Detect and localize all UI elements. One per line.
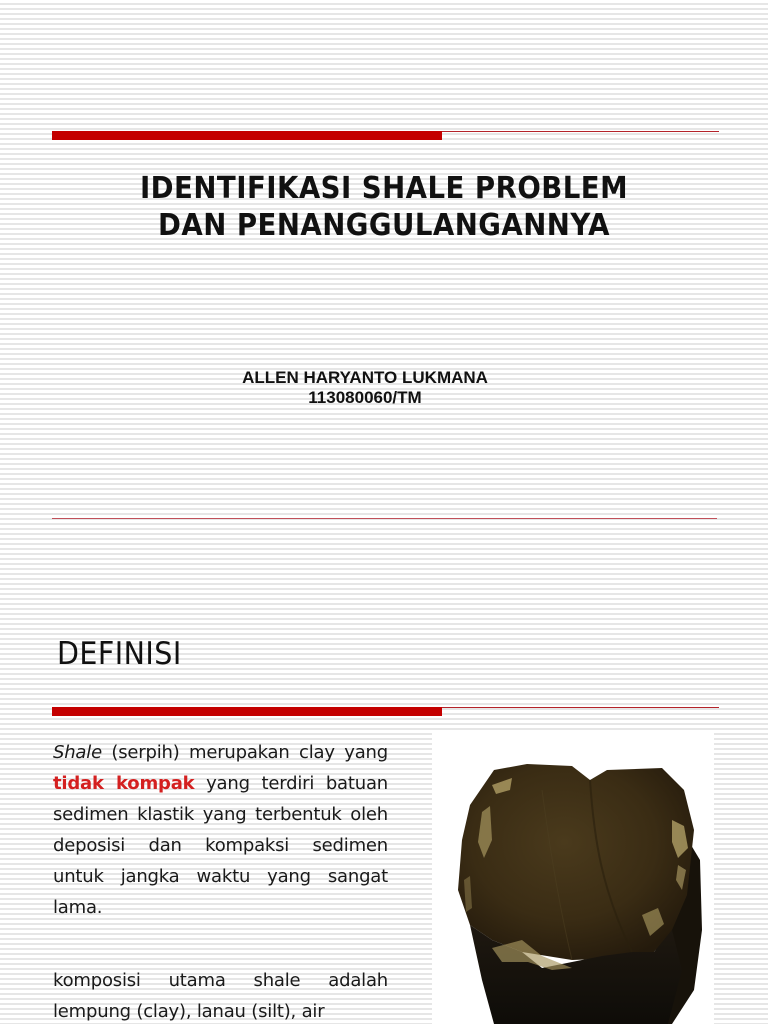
author-info [0,368,730,408]
shale-rock-image [432,730,714,1024]
title-line-2: DAN PENANGGULANGANNYA [158,208,610,243]
definition-text-part-1: (serpih) merupakan clay yang [101,742,388,763]
section-heading: DEFINISI [57,636,182,672]
definition-paragraph [53,737,388,923]
accent-rule-thick [52,131,442,140]
author-id: 113080060/TM [308,388,422,407]
composition-paragraph: komposisi utama shale adalah lempung (clay), lanau (silt), air [53,970,388,1022]
shale-rock-icon [432,730,714,1024]
definition-text-part-2: yang terdiri batuan sedimen klastik yang terbentuk oleh deposisi dan kompaksi sedimen untuk jangka waktu yang sangat lama. [53,773,388,918]
accent-rule-thin [442,131,719,132]
highlight-tidak-kompak: tidak kompak [53,773,195,794]
presentation-title [31,170,738,244]
title-line-1: IDENTIFIKASI SHALE PROBLEM [139,171,629,206]
title-slide [0,0,768,512]
title-accent-rule [52,131,719,140]
definition-accent-rule [52,707,719,716]
term-shale: Shale [53,742,102,763]
accent-rule-thin [442,707,719,708]
accent-rule-thick [52,707,442,716]
author-name: ALLEN HARYANTO LUKMANA [242,368,488,387]
